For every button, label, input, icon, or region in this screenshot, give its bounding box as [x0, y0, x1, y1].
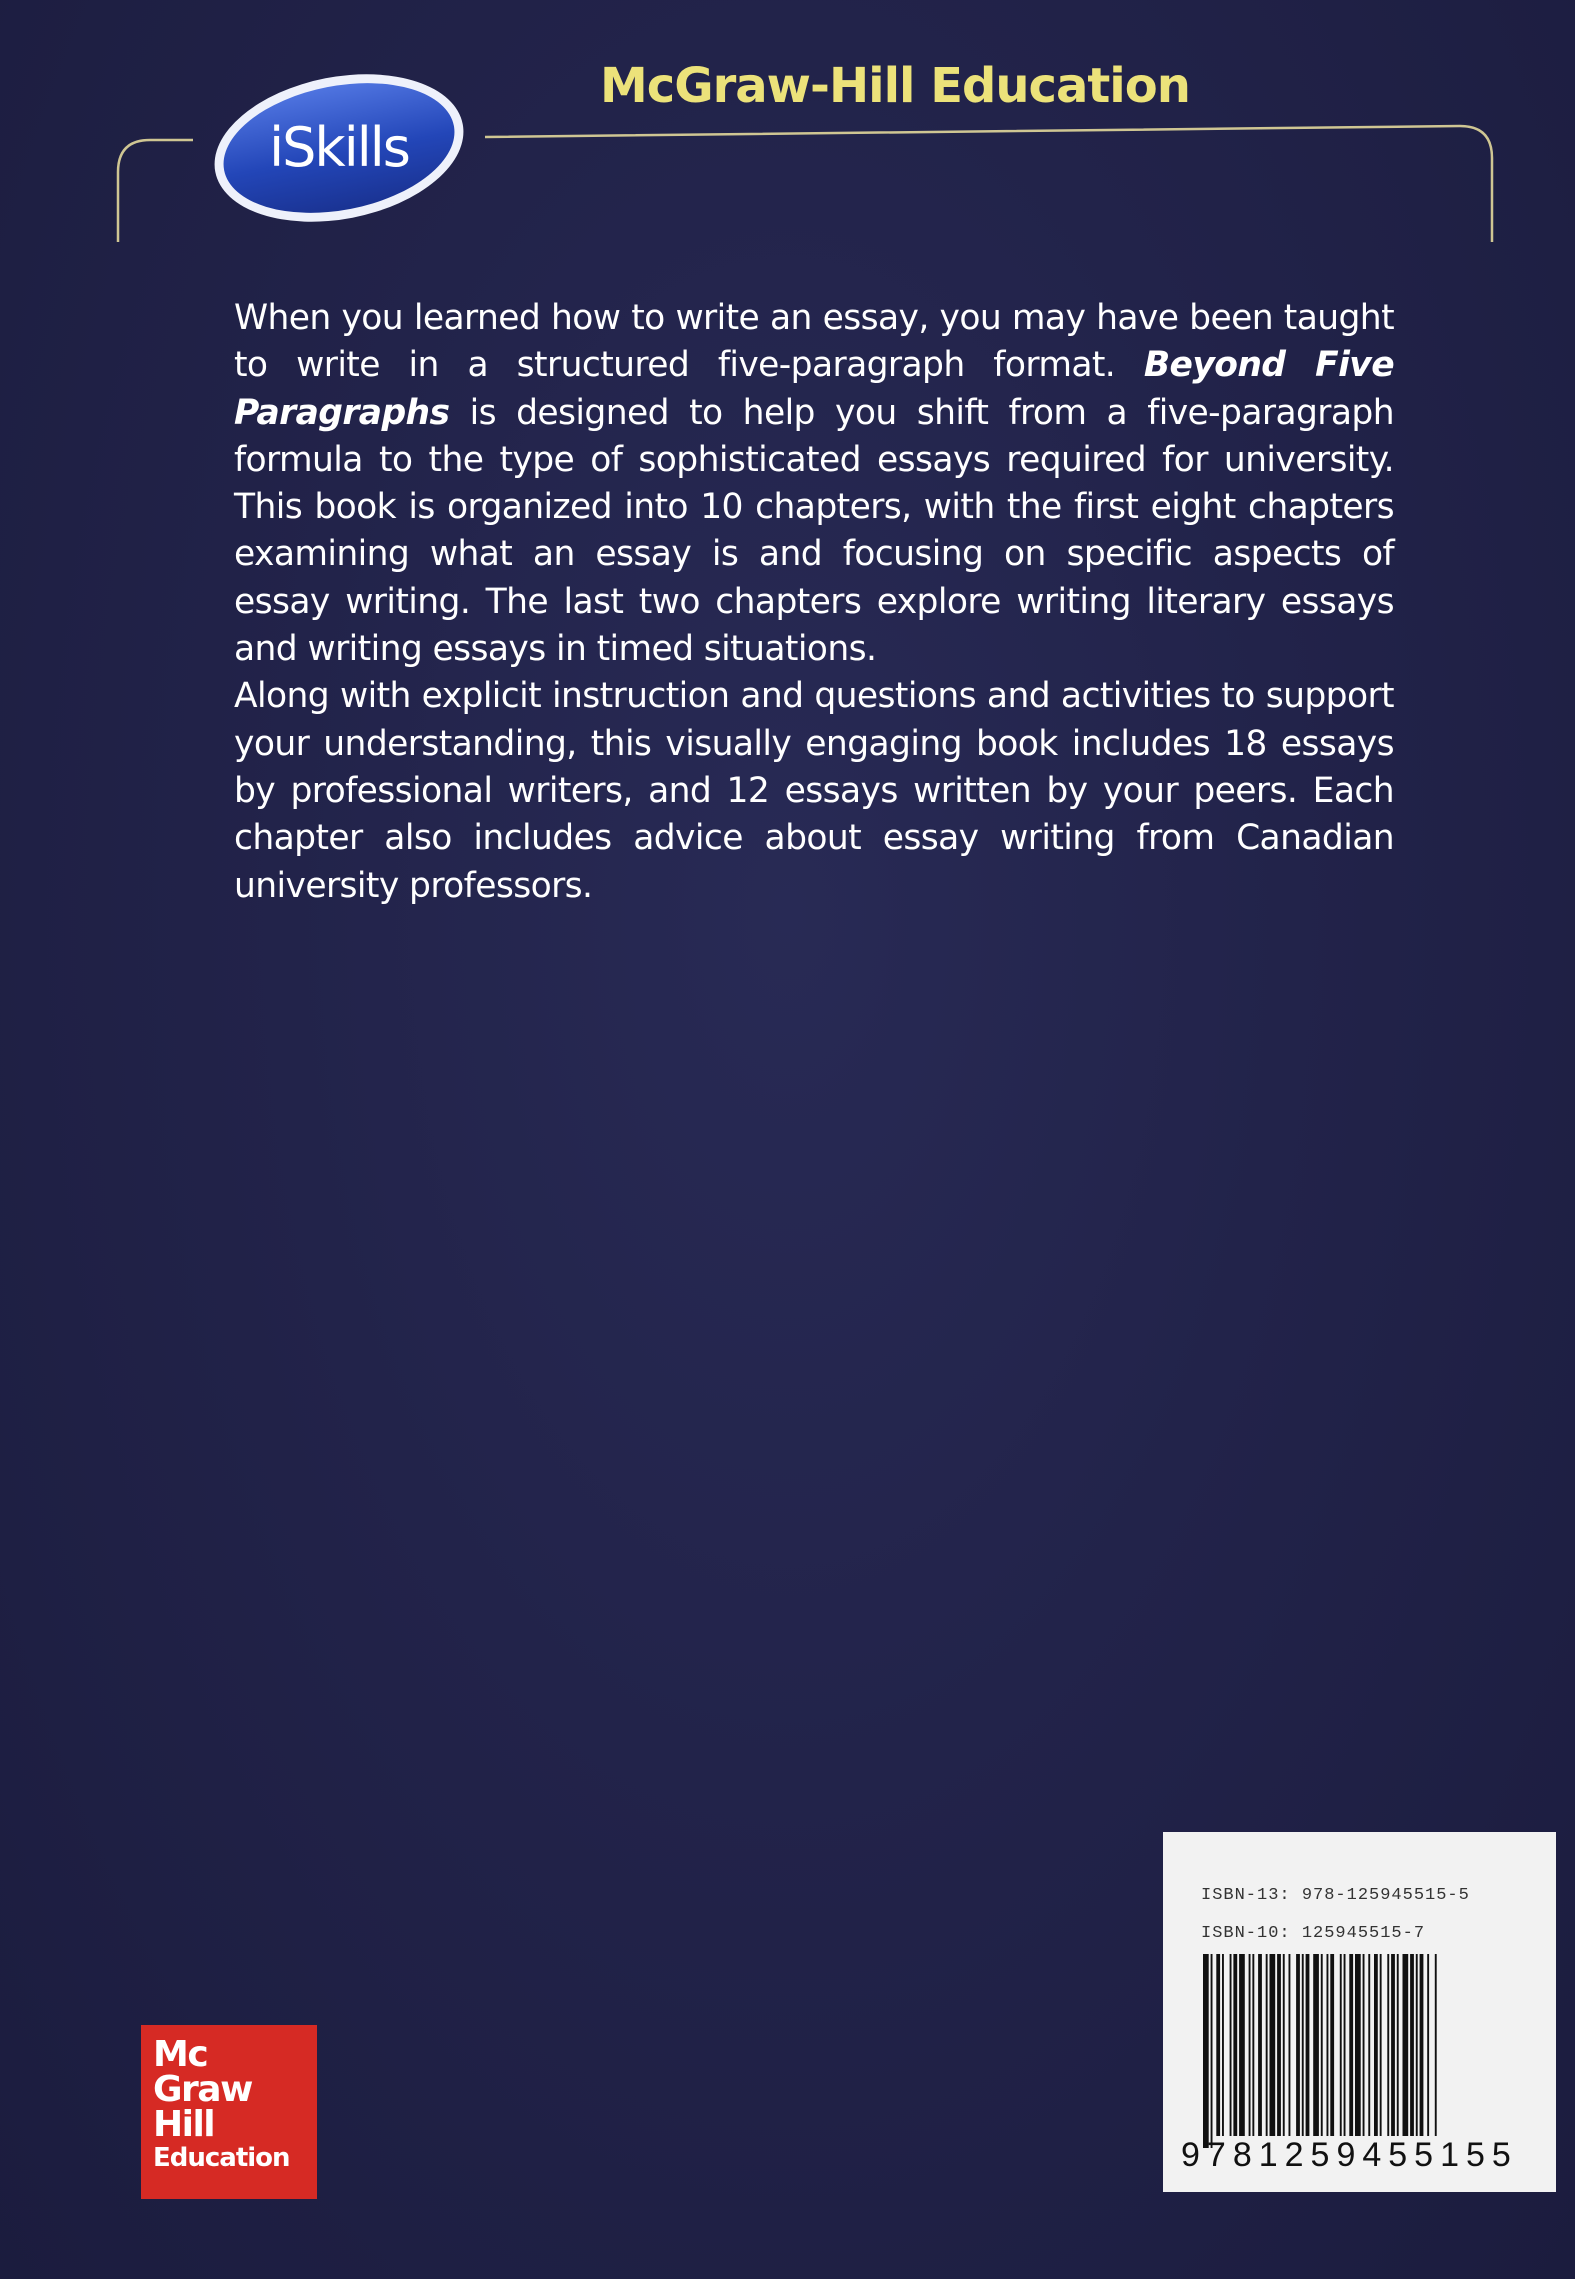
barcode-bar — [1344, 1954, 1346, 2136]
barcode-bar — [1216, 1954, 1220, 2136]
barcode-bar — [1222, 1954, 1224, 2136]
barcode-bar — [1349, 1954, 1353, 2136]
barcode-bar — [1410, 1954, 1414, 2136]
barcode-bar — [1252, 1954, 1254, 2136]
barcode-bars — [1199, 1948, 1521, 2148]
blurb-text: When you learned how to write an essay, you may have been taught to write in a structured five-paragraph format. — [234, 298, 1394, 386]
mcgraw-hill-logo — [141, 2025, 317, 2199]
barcode-bar — [1363, 1954, 1365, 2136]
blurb-paragraph-2: Along with explicit instruction and questions and activities to support your understanding, this visually engaging book includes 18 essays by professional writers, and 12 essays written by your peers. Each chapter also includes advice about essay writing from Canadian university professors. — [234, 676, 1394, 906]
barcode-bar — [1266, 1954, 1268, 2136]
barcode-bar — [1403, 1954, 1409, 2136]
barcode-bar — [1211, 1954, 1213, 2148]
barcode-bar — [1230, 1954, 1232, 2136]
book-title: Beyond Five Paragraphs — [234, 345, 1394, 433]
svg-text:iSkills: iSkills — [269, 116, 409, 179]
barcode-bar — [1233, 1954, 1237, 2136]
barcode-bar — [1270, 1954, 1276, 2136]
logo-line: Mc — [153, 2034, 208, 2075]
barcode-bar — [1330, 1954, 1334, 2136]
barcode-bar — [1374, 1954, 1378, 2136]
barcode-bar — [1306, 1954, 1310, 2136]
isbn-10: ISBN-10: 125945515-7 — [1201, 1924, 1426, 1943]
barcode-bar — [1302, 1954, 1304, 2136]
barcode-bar — [1391, 1954, 1395, 2136]
blurb-paragraph-1 — [234, 295, 1394, 673]
barcode-bar — [1355, 1954, 1361, 2136]
barcode-bar — [1368, 1954, 1370, 2136]
barcode-bar — [1427, 1954, 1429, 2136]
logo-line: Hill — [153, 2104, 215, 2145]
barcode-bar — [1321, 1954, 1323, 2136]
barcode-bar — [1203, 1954, 1209, 2148]
iskills-logo — [208, 70, 470, 226]
blurb-text: is designed to help you shift from a five-paragraph formula to the type of sophisticated essays required for university. This book is organized into 10 chapters, with the first eight chapters examining what an essay is and focusing on specific aspects of essay writing. The last two chapters explore writing literary essays and writing essays in timed situations. — [234, 392, 1394, 670]
logo-line: Education — [153, 2143, 290, 2173]
barcode-bar — [1313, 1954, 1319, 2136]
barcode-bar — [1327, 1954, 1329, 2136]
barcode-bar — [1283, 1954, 1285, 2136]
barcode-bar — [1380, 1954, 1382, 2136]
barcode-digits: 9781259455155 — [1181, 2136, 1518, 2174]
publisher-title: McGraw-Hill Education — [600, 58, 1190, 114]
barcode-bar — [1387, 1954, 1389, 2136]
barcode-bar — [1435, 1954, 1437, 2136]
barcode-bar — [1296, 1954, 1300, 2136]
barcode-bar — [1340, 1954, 1342, 2136]
isbn-barcode-label — [1163, 1832, 1556, 2192]
barcode-bar — [1277, 1954, 1281, 2136]
barcode-bar — [1239, 1954, 1245, 2136]
barcode-bar — [1420, 1954, 1424, 2136]
cover-blurb — [234, 295, 1394, 910]
logo-line: Graw — [153, 2069, 252, 2110]
barcode-bar — [1249, 1954, 1251, 2136]
barcode-bar — [1258, 1954, 1262, 2136]
barcode-bar — [1397, 1954, 1399, 2136]
barcode-bar — [1416, 1954, 1418, 2136]
isbn-13: ISBN-13: 978-125945515-5 — [1201, 1886, 1470, 1905]
barcode-bar — [1289, 1954, 1291, 2136]
